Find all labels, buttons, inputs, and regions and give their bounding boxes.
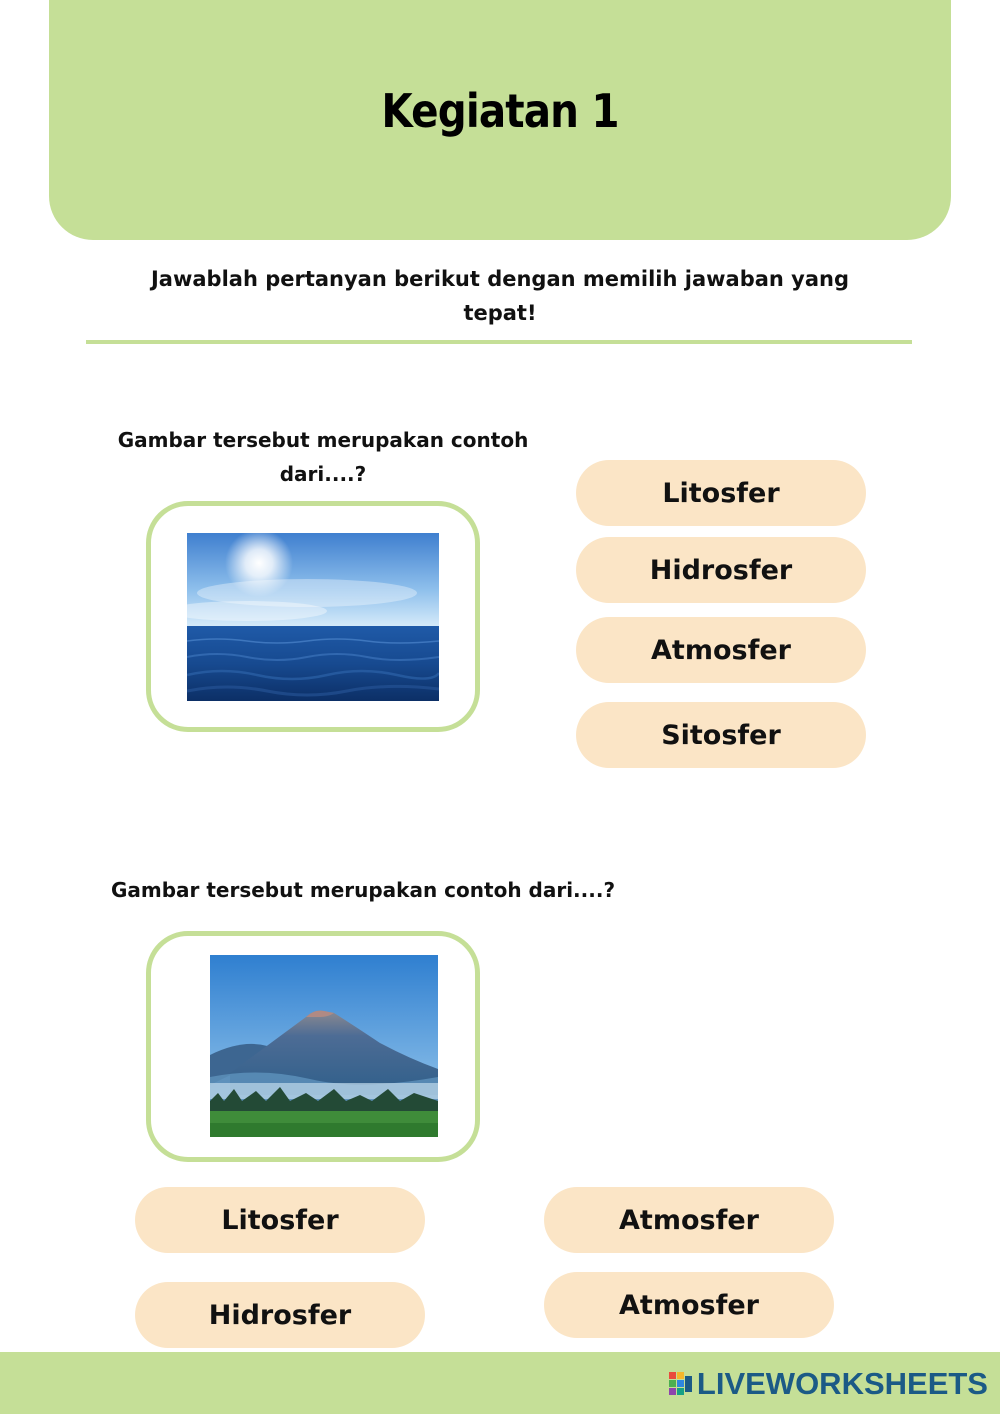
liveworksheets-logo-icon xyxy=(669,1372,693,1396)
q1-option-hidrosfer[interactable]: Hidrosfer xyxy=(576,537,866,603)
q1-option-litosfer[interactable]: Litosfer xyxy=(576,460,866,526)
page-title: Kegiatan 1 xyxy=(381,84,619,138)
instruction-text: Jawablah pertanyan berikut dengan memilih jawaban yang tepat! xyxy=(150,267,850,325)
q2-option-hidrosfer[interactable]: Hidrosfer xyxy=(135,1282,425,1348)
brand-name: LIVEWORKSHEETS xyxy=(696,1366,988,1401)
header-banner xyxy=(49,0,951,240)
footer-bar xyxy=(0,1352,1000,1414)
q1-option-atmosfer[interactable]: Atmosfer xyxy=(576,617,866,683)
brand-logo-link[interactable] xyxy=(669,1366,988,1402)
ocean-sky-photo xyxy=(187,533,439,701)
q2-option-litosfer[interactable]: Litosfer xyxy=(135,1187,425,1253)
question-2-text: Gambar tersebut merupakan contoh dari....? xyxy=(110,878,616,902)
mountain-landscape-photo xyxy=(210,955,438,1137)
question-2-image-frame xyxy=(146,931,480,1162)
question-1-text: Gambar tersebut merupakan contoh dari....? xyxy=(117,428,529,486)
question-1-image-frame xyxy=(146,501,480,732)
divider xyxy=(86,340,912,344)
q2-option-atmosfer[interactable]: Atmosfer xyxy=(544,1187,834,1253)
q1-option-sitosfer[interactable]: Sitosfer xyxy=(576,702,866,768)
q2-option-atmosfer-2[interactable]: Atmosfer xyxy=(544,1272,834,1338)
